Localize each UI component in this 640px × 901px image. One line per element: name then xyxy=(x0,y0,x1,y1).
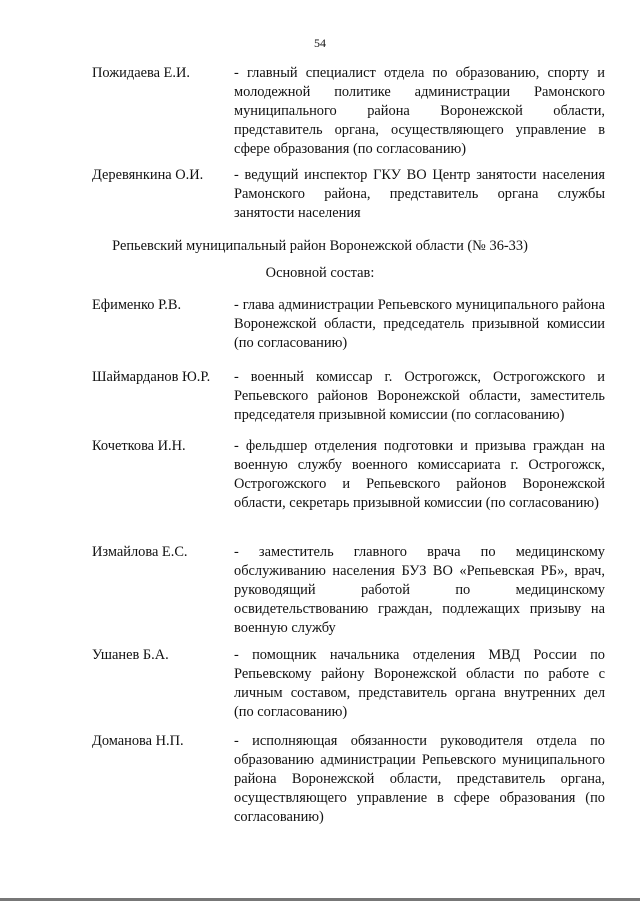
member-name: Кочеткова И.Н. xyxy=(92,438,186,454)
member-description: - главный специалист отдела по образованию, спорту и молодежной политике администрации Рамонского муниципального района Воронежской области, представитель органа, осуществляющего управление в сфере образования (по согласованию) xyxy=(234,65,605,157)
member-description: - помощник начальника отделения МВД России по Репьевскому району Воронежской области по работе с личным составом, представитель органа внутренних дел (по согласованию) xyxy=(234,647,605,720)
member-name: Измайлова Е.С. xyxy=(92,544,188,560)
member-description: - исполняющая обязанности руководителя отдела по образованию администрации Репьевского муниципального района Воронежской области, представитель органа, осуществляющего управление в сфере образования (по согласованию) xyxy=(234,733,605,825)
member-name: Доманова Н.П. xyxy=(92,733,184,749)
page-number: 54 xyxy=(314,36,326,50)
member-name: Ушанев Б.А. xyxy=(92,647,169,663)
member-name: Шаймарданов Ю.Р. xyxy=(92,369,211,385)
section-title: Репьевский муниципальный район Воронежской области (№ 36-33) xyxy=(112,238,528,254)
member-name: Деревянкина О.И. xyxy=(92,167,204,183)
member-description: - глава администрации Репьевского муниципального района Воронежской области, председатель призывной комиссии (по согласованию) xyxy=(234,297,605,351)
member-description: - фельдшер отделения подготовки и призыва граждан на военную службу военного комиссариата г. Острогожск, Острогожского и Репьевского районов Воронежской области, секретарь призывной комиссии (по согласованию) xyxy=(234,438,605,511)
member-description: - ведущий инспектор ГКУ ВО Центр занятости населения Рамонского района, представитель органа службы занятости населения xyxy=(234,167,605,221)
member-name: Пожидаева Е.И. xyxy=(92,65,190,81)
member-name: Ефименко Р.В. xyxy=(92,297,182,313)
section-subtitle: Основной состав: xyxy=(265,265,375,281)
member-description: - военный комиссар г. Острогожск, Острогожского и Репьевского районов Воронежской области, заместитель председателя призывной комиссии (по согласованию) xyxy=(234,369,605,423)
member-description: - заместитель главного врача по медицинскому обслуживанию населения БУЗ ВО «Репьевская РБ», врач, руководящий работой по медицинскому освидетельствованию граждан, подлежащих призыву на военную службу xyxy=(234,544,605,636)
